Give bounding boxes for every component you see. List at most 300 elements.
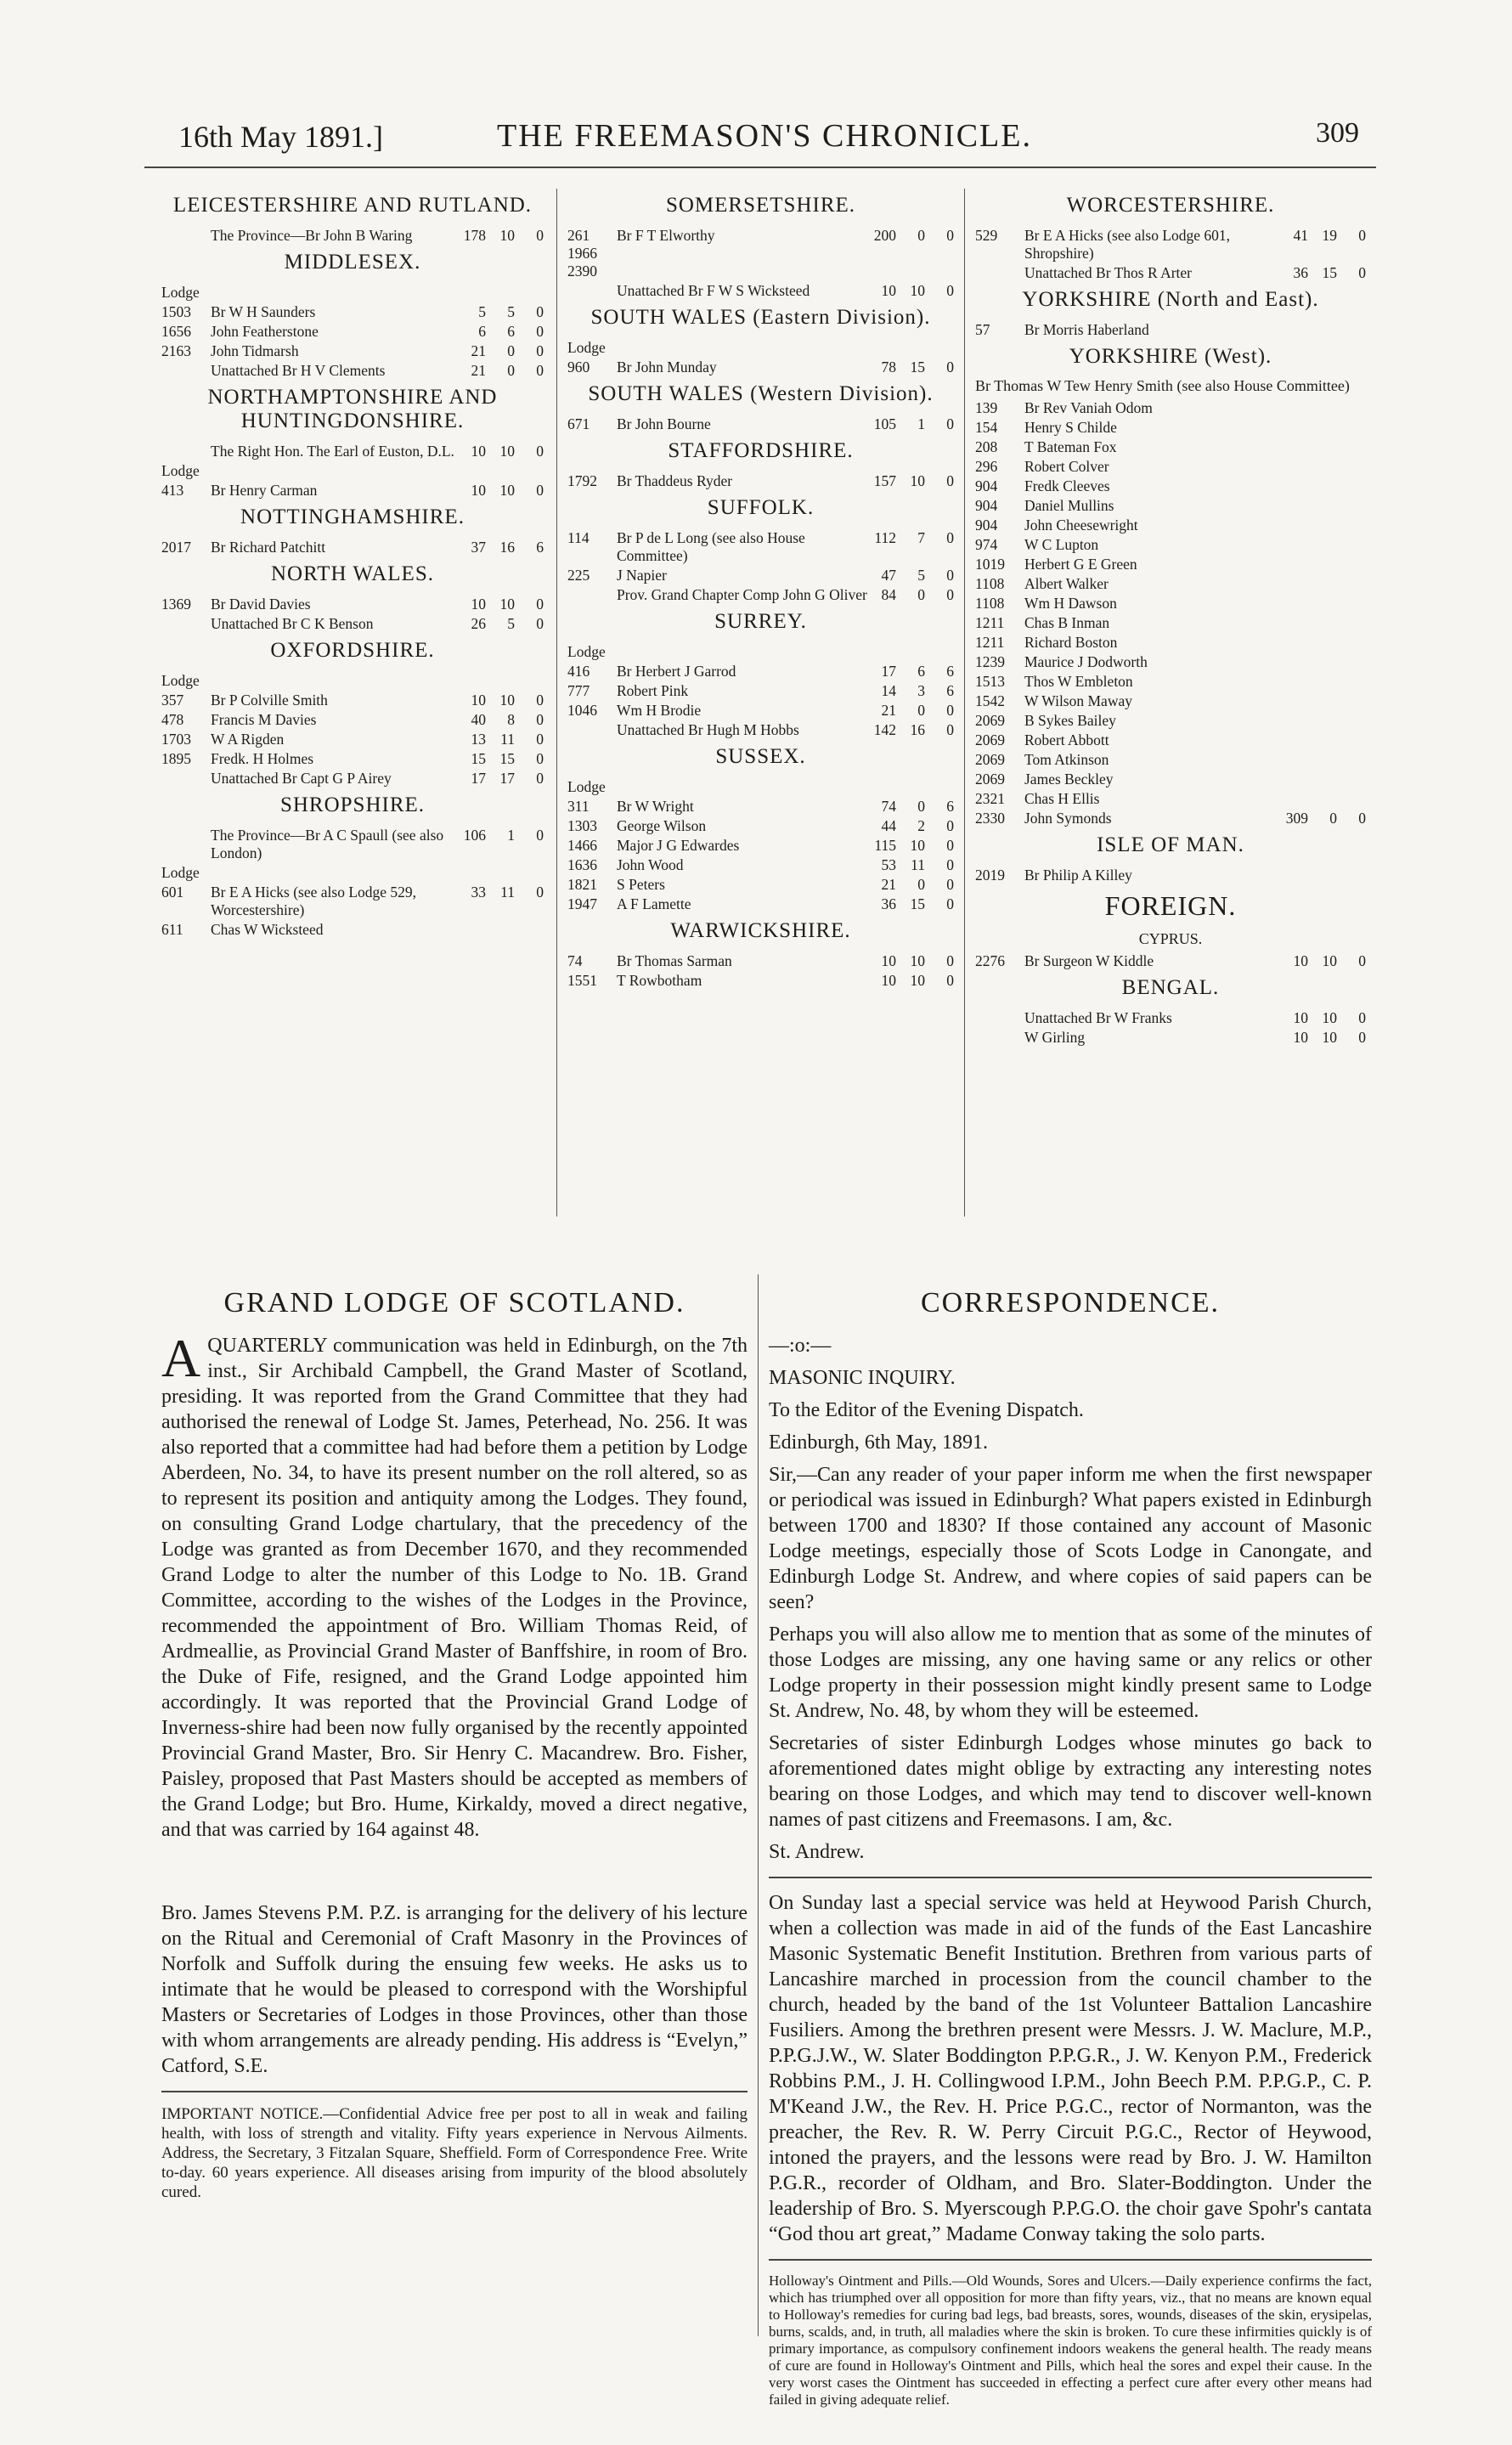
county-heading: YORKSHIRE (North and East). bbox=[1022, 288, 1319, 311]
subscription-row bbox=[161, 342, 544, 361]
subscription-row bbox=[975, 398, 1366, 418]
article-grand-lodge-scotland bbox=[161, 1287, 748, 2209]
notice-advert: IMPORTANT NOTICE.—Confidential Advice free per post to all in weak and failing health, with loss of strength and vitality. Fifty years experience in Nervous Ailments. Address, the Secretary, 3 Fitzalan Square, Sheffield. Form of Correspondence Free. Write to-day. 60 years experience. All diseases arising from impurity of the blood absolutely cured. bbox=[161, 2105, 748, 2201]
page-number: 309 bbox=[1316, 117, 1359, 149]
lodge-number: 1046 bbox=[567, 702, 597, 719]
amount-pence: 0 bbox=[946, 586, 954, 603]
subscription-row bbox=[975, 789, 1366, 809]
subscription-list bbox=[161, 442, 544, 500]
subscriber-name: John Wood bbox=[617, 856, 684, 873]
amount-pence: 0 bbox=[946, 721, 954, 738]
letter-paragraph: Secretaries of sister Edinburgh Lodges whose minutes go back to aforementioned dates might oblige by extracting any interesting notes bearing on those Lodges, and which may tend to discover well-known names of past citizens and Freemasons. I am, &c. bbox=[769, 1732, 1372, 1831]
subscriber-name: B Sykes Bailey bbox=[1024, 712, 1116, 729]
amount-shillings: 15 bbox=[499, 750, 515, 767]
amount-shillings bbox=[1308, 672, 1337, 692]
subscription-row bbox=[567, 971, 954, 991]
amount-pounds: 5 bbox=[478, 303, 486, 320]
amount-pence: 0 bbox=[946, 282, 954, 299]
lodge-number: 57 bbox=[975, 321, 990, 338]
amount-pounds bbox=[457, 863, 486, 883]
amount-pounds: 44 bbox=[881, 817, 896, 834]
amount-pounds bbox=[867, 777, 896, 797]
amount-pounds bbox=[1279, 770, 1308, 789]
subscriber-name: Br John Munday bbox=[617, 359, 717, 376]
subscription-row bbox=[975, 866, 1366, 885]
lodge-number: 1636 bbox=[567, 856, 597, 873]
amount-pence bbox=[1337, 672, 1366, 692]
amount-pence bbox=[925, 777, 954, 797]
subscription-row bbox=[567, 951, 954, 971]
amount-pence: 0 bbox=[946, 472, 954, 489]
amount-pounds: 6 bbox=[478, 323, 486, 340]
lodge-number: 1369 bbox=[161, 596, 191, 613]
amount-pence bbox=[1337, 789, 1366, 809]
amount-pounds: 53 bbox=[881, 856, 896, 873]
article-correspondence bbox=[769, 1287, 1372, 2415]
subscription-list bbox=[567, 471, 954, 491]
subscriber-name: Br Richard Patchitt bbox=[211, 539, 326, 556]
lodge-number: 1792 bbox=[567, 472, 597, 489]
subscriber-name: Herbert G E Green bbox=[1024, 556, 1137, 573]
subscriber-name: Maurice J Dodworth bbox=[1024, 653, 1148, 670]
amount-shillings: 10 bbox=[499, 227, 515, 244]
amount-pounds: 178 bbox=[463, 227, 486, 244]
amount-pounds: 17 bbox=[881, 663, 896, 680]
amount-pence: 0 bbox=[536, 227, 544, 244]
subscriber-name: Br Morris Haberland bbox=[1024, 321, 1149, 338]
subscription-row bbox=[161, 226, 544, 246]
subscriber-name: Br W Wright bbox=[617, 798, 694, 815]
amount-pence bbox=[1337, 574, 1366, 594]
amount-shillings bbox=[1308, 866, 1337, 885]
subscriber-name: Br P Colville Smith bbox=[211, 692, 328, 709]
subscription-row bbox=[975, 731, 1366, 750]
amount-pounds bbox=[1279, 438, 1308, 457]
subscriber-name: Henry S Childe bbox=[1024, 419, 1117, 436]
amount-pounds: 14 bbox=[881, 682, 896, 699]
lodge-number bbox=[161, 614, 211, 634]
lodge-number: 2330 bbox=[975, 810, 1005, 827]
lodge-number: 225 bbox=[567, 567, 590, 584]
lodge-number: 904 bbox=[975, 517, 998, 534]
lodge-number bbox=[975, 1008, 1024, 1028]
subscriber-name: Unattached Br Thos R Arter bbox=[1024, 264, 1192, 281]
subscription-list bbox=[975, 1008, 1366, 1047]
amount-pounds: 36 bbox=[881, 895, 896, 912]
lodge-number: 416 bbox=[567, 663, 590, 680]
amount-shillings: 10 bbox=[1322, 1009, 1337, 1026]
ornament: —:o:— bbox=[769, 1335, 832, 1357]
subscription-list bbox=[567, 528, 954, 605]
county-heading: STAFFORDSHIRE. bbox=[668, 439, 854, 462]
lodge-number: 611 bbox=[161, 921, 183, 938]
county-heading: SHROPSHIRE. bbox=[279, 793, 426, 816]
subscriber-name: James Beckley bbox=[1024, 771, 1114, 788]
lodge-number: 1513 bbox=[975, 673, 1005, 690]
subscription-row bbox=[975, 652, 1366, 672]
county-heading: MIDDLESEX. bbox=[284, 251, 421, 274]
subscriber-name: Br Surgeon W Kiddle bbox=[1024, 952, 1154, 969]
subscription-list bbox=[975, 951, 1366, 971]
lodge-number: Lodge bbox=[161, 672, 200, 689]
column-divider bbox=[556, 189, 557, 1217]
amount-pounds: 37 bbox=[471, 539, 486, 556]
subscription-row bbox=[161, 481, 544, 500]
subscription-row bbox=[567, 836, 954, 855]
amount-shillings bbox=[1308, 535, 1337, 555]
amount-pence bbox=[515, 461, 544, 481]
amount-pence: 0 bbox=[536, 770, 544, 787]
subscriber-name: Richard Boston bbox=[1024, 634, 1118, 651]
subscription-row bbox=[161, 302, 544, 322]
drop-cap: A bbox=[161, 1328, 201, 1388]
amount-pence: 0 bbox=[946, 227, 954, 244]
amount-pence bbox=[1337, 457, 1366, 477]
subscription-row bbox=[975, 535, 1366, 555]
amount-pence: 0 bbox=[1358, 227, 1366, 244]
subscriber-name: Br Herbert J Garrod bbox=[617, 663, 736, 680]
subscriber-name: Fredk Cleeves bbox=[1024, 477, 1110, 494]
subscriber-name: Robert Colver bbox=[1024, 458, 1109, 475]
subscription-row bbox=[975, 438, 1366, 457]
amount-pence bbox=[1337, 770, 1366, 789]
amount-pence bbox=[1337, 594, 1366, 613]
subscriber-name: Br Thomas Sarman bbox=[617, 952, 732, 969]
lodge-number: 1821 bbox=[567, 876, 597, 893]
amount-pounds bbox=[1279, 613, 1308, 633]
amount-pounds bbox=[1279, 711, 1308, 731]
amount-pounds: 10 bbox=[471, 596, 486, 613]
lodge-number: Lodge bbox=[161, 462, 200, 479]
subscription-list bbox=[567, 415, 954, 434]
subscription-row bbox=[567, 855, 954, 875]
amount-shillings: 15 bbox=[910, 895, 925, 912]
subscription-list bbox=[567, 951, 954, 991]
amount-shillings bbox=[486, 863, 515, 883]
subscription-row bbox=[161, 920, 544, 940]
subscription-column-3 bbox=[975, 189, 1366, 1047]
amount-pence bbox=[1337, 692, 1366, 711]
amount-pounds bbox=[457, 461, 486, 481]
lodge-number: 296 bbox=[975, 458, 998, 475]
subscription-list bbox=[567, 642, 954, 740]
subscription-row bbox=[161, 283, 544, 302]
lodge-number: 1211 bbox=[975, 614, 1005, 631]
amount-shillings: 10 bbox=[910, 952, 925, 969]
subscription-row bbox=[161, 322, 544, 342]
lodge-number: 1947 bbox=[567, 895, 597, 912]
amount-shillings: 10 bbox=[910, 972, 925, 989]
county-heading: ISLE OF MAN. bbox=[1097, 833, 1244, 856]
amount-pence: 0 bbox=[536, 827, 544, 844]
amount-shillings: 0 bbox=[917, 702, 925, 719]
lodge-number bbox=[161, 769, 211, 788]
amount-pence bbox=[1337, 496, 1366, 516]
amount-shillings: 0 bbox=[507, 342, 515, 359]
amount-pounds bbox=[1279, 320, 1308, 340]
amount-pence: 0 bbox=[536, 731, 544, 748]
subscriber-name bbox=[617, 642, 867, 662]
amount-pence: 0 bbox=[946, 359, 954, 376]
column-divider bbox=[758, 1274, 759, 2336]
amount-pounds bbox=[867, 642, 896, 662]
subscription-row bbox=[567, 777, 954, 797]
section-note: CYPRUS. bbox=[1138, 930, 1203, 947]
subscriber-name: W C Lupton bbox=[1024, 536, 1099, 553]
amount-pence bbox=[1337, 418, 1366, 438]
subscription-row bbox=[567, 681, 954, 701]
amount-pounds: 309 bbox=[1285, 810, 1308, 827]
amount-shillings bbox=[1308, 652, 1337, 672]
subscription-row bbox=[975, 613, 1366, 633]
amount-shillings: 10 bbox=[499, 482, 515, 499]
amount-pence: 0 bbox=[536, 884, 544, 901]
addressee: To the Editor of the Evening Dispatch. bbox=[769, 1399, 1084, 1421]
lodge-number: 1895 bbox=[161, 750, 191, 767]
amount-pence: 0 bbox=[946, 952, 954, 969]
subscriber-name: Unattached Br H V Clements bbox=[211, 362, 386, 379]
subscriber-name: Unattached Br W Franks bbox=[1024, 1009, 1172, 1026]
article-title: CORRESPONDENCE. bbox=[920, 1287, 1221, 1318]
amount-shillings: 5 bbox=[917, 567, 925, 584]
subscriber-name: Robert Pink bbox=[617, 682, 689, 699]
subscription-row bbox=[567, 226, 954, 281]
amount-pounds: 10 bbox=[471, 482, 486, 499]
county-heading: NORTHAMPTONSHIRE AND HUNTINGDONSHIRE. bbox=[207, 386, 498, 432]
lodge-number: 2017 bbox=[161, 539, 191, 556]
subscriber-name: Unattached Br F W S Wicksteed bbox=[617, 282, 810, 299]
amount-shillings bbox=[1308, 398, 1337, 418]
amount-pence: 0 bbox=[536, 482, 544, 499]
lodge-number bbox=[161, 826, 211, 863]
lodge-number: 1551 bbox=[567, 972, 597, 989]
amount-pence: 0 bbox=[1358, 1029, 1366, 1046]
county-heading: SUSSEX. bbox=[715, 745, 806, 768]
subscription-row bbox=[161, 614, 544, 634]
subscription-row bbox=[975, 516, 1366, 535]
amount-shillings: 0 bbox=[917, 876, 925, 893]
subscriber-name: W Wilson Maway bbox=[1024, 692, 1132, 709]
lodge-number: 904 bbox=[975, 497, 998, 514]
amount-shillings: 10 bbox=[1322, 1029, 1337, 1046]
subscriber-name: John Tidmarsh bbox=[211, 342, 299, 359]
lodge-number: 413 bbox=[161, 482, 184, 499]
subscription-row bbox=[567, 338, 954, 358]
amount-shillings: 10 bbox=[910, 837, 925, 854]
amount-shillings bbox=[896, 642, 925, 662]
amount-pounds: 115 bbox=[874, 837, 896, 854]
amount-shillings: 15 bbox=[910, 359, 925, 376]
subscriber-name: Albert Walker bbox=[1024, 575, 1109, 592]
subscription-row bbox=[161, 361, 544, 381]
subscriber-name bbox=[617, 777, 867, 797]
lodge-number: 478 bbox=[161, 711, 184, 728]
amount-pence bbox=[1337, 731, 1366, 750]
amount-pence: 0 bbox=[946, 529, 954, 546]
lodge-number: 777 bbox=[567, 682, 590, 699]
subscription-list bbox=[161, 595, 544, 634]
subscription-row bbox=[975, 320, 1366, 340]
amount-shillings: 15 bbox=[1322, 264, 1337, 281]
amount-pounds bbox=[1279, 457, 1308, 477]
subscription-row bbox=[161, 461, 544, 481]
subscription-row bbox=[975, 951, 1366, 971]
amount-pounds bbox=[1279, 633, 1308, 652]
amount-pounds: 17 bbox=[471, 770, 486, 787]
subscriber-name: Unattached Br Capt G P Airey bbox=[211, 770, 392, 787]
lodge-number: 2019 bbox=[975, 867, 1005, 884]
lodge-number bbox=[567, 281, 617, 301]
amount-pence bbox=[1337, 320, 1366, 340]
subscriber-name: S Peters bbox=[617, 876, 665, 893]
amount-pence: 0 bbox=[1358, 952, 1366, 969]
amount-pounds: 10 bbox=[1293, 952, 1308, 969]
divider bbox=[161, 2091, 748, 2092]
lodge-number: Lodge bbox=[161, 864, 200, 881]
subscriber-name: Br W H Saunders bbox=[211, 303, 316, 320]
amount-shillings: 10 bbox=[910, 472, 925, 489]
subscriber-name: Br John Bourne bbox=[617, 415, 711, 432]
amount-pounds: 33 bbox=[471, 884, 486, 901]
subscription-row bbox=[975, 226, 1366, 263]
amount-pounds bbox=[1279, 398, 1308, 418]
amount-pence bbox=[1337, 613, 1366, 633]
subscription-row bbox=[567, 662, 954, 681]
divider bbox=[769, 2259, 1372, 2261]
subscription-row bbox=[975, 477, 1366, 496]
amount-pounds bbox=[1279, 535, 1308, 555]
amount-shillings: 5 bbox=[507, 303, 515, 320]
amount-pounds bbox=[1279, 496, 1308, 516]
amount-shillings: 16 bbox=[499, 539, 515, 556]
amount-pounds: 10 bbox=[471, 692, 486, 709]
amount-pence: 0 bbox=[1358, 1009, 1366, 1026]
amount-shillings bbox=[1308, 789, 1337, 809]
lodge-number bbox=[161, 442, 211, 461]
amount-pounds: 26 bbox=[471, 615, 486, 632]
section-note: Br Thomas W Tew Henry Smith (see also House Committee) bbox=[975, 377, 1350, 394]
subscription-row bbox=[161, 883, 544, 920]
subscription-list bbox=[975, 226, 1366, 283]
subscriber-name: The Right Hon. The Earl of Euston, D.L. bbox=[211, 443, 454, 460]
lodge-number: 1239 bbox=[975, 653, 1005, 670]
lodge-number bbox=[161, 361, 211, 381]
subscription-list bbox=[161, 226, 544, 246]
amount-pounds bbox=[1279, 866, 1308, 885]
county-heading: NORTH WALES. bbox=[271, 562, 434, 585]
amount-pence bbox=[1337, 477, 1366, 496]
lodge-number: 208 bbox=[975, 438, 998, 455]
amount-pence: 6 bbox=[946, 682, 954, 699]
lodge-number: 904 bbox=[975, 477, 998, 494]
county-heading: SURREY. bbox=[714, 610, 807, 633]
subscription-row bbox=[975, 750, 1366, 770]
lodge-number: 2069 bbox=[975, 751, 1005, 768]
subscriber-name: Unattached Br C K Benson bbox=[211, 615, 374, 632]
amount-shillings: 6 bbox=[507, 323, 515, 340]
amount-shillings bbox=[1308, 594, 1337, 613]
amount-pounds: 21 bbox=[471, 362, 486, 379]
subscription-row bbox=[975, 633, 1366, 652]
lodge-number: 1108 bbox=[975, 595, 1005, 612]
amount-pence: 0 bbox=[536, 750, 544, 767]
subscription-row bbox=[567, 415, 954, 434]
amount-pounds bbox=[1279, 652, 1308, 672]
lodge-number bbox=[567, 720, 617, 740]
subscriber-name: Robert Abbott bbox=[1024, 731, 1109, 748]
lodge-number: 1211 bbox=[975, 634, 1005, 651]
amount-pence: 0 bbox=[946, 856, 954, 873]
header-rule bbox=[144, 167, 1376, 168]
lodge-number bbox=[161, 226, 211, 246]
subscriber-name: J Napier bbox=[617, 567, 667, 584]
amount-shillings: 7 bbox=[917, 529, 925, 546]
lodge-number: 1303 bbox=[567, 817, 597, 834]
subscription-list bbox=[975, 398, 1366, 828]
subscriber-name: T Bateman Fox bbox=[1024, 438, 1117, 455]
subscriber-name bbox=[617, 338, 867, 358]
report-paragraph: On Sunday last a special service was held at Heywood Parish Church, when a collection was made in aid of the funds of the East Lancashire Masonic Systematic Benefit Institution. Brethren from various parts of Lancashire marched in procession from the council chamber to the church, headed by the band of the 1st Volunteer Battalion Lancashire Fusiliers. Among the brethren present were Messrs. J. W. Maclure, M.P., P.P.G.J.W., W. Slater Boddington P.P.G.R., J. W. Kenyon P.M., Frederick Robbins P.M., J. H. Collingwood I.P.M., John Beech P.M. P.P.G.P., C. P. M'Keand J.W., the Rev. H. Price P.G.C., rector of Normanton, was the preacher, the Rev. R. W. Perry Circuit P.G.C., Rector of Heywood, intoned the prayers, and the lessons were read by Bro. J. W. Hamilton P.G.R., recorder of Oldham, and Bro. Slater-Boddington. Under the leadership of Bro. S. Myerscough P.P.G.O. the choir gave Spohr's cantata “God thou art great,” Madame Conway taking the solo parts. bbox=[769, 1892, 1372, 2245]
amount-pounds bbox=[457, 671, 486, 691]
amount-pence bbox=[515, 283, 544, 302]
amount-pounds bbox=[1279, 750, 1308, 770]
amount-pence bbox=[1337, 866, 1366, 885]
subscription-row bbox=[975, 574, 1366, 594]
amount-pence bbox=[1337, 711, 1366, 731]
lodge-number: 1019 bbox=[975, 556, 1005, 573]
amount-pence bbox=[1337, 750, 1366, 770]
amount-pence bbox=[1337, 555, 1366, 574]
lodge-number: Lodge bbox=[567, 339, 606, 356]
subscriber-name: Wm H Dawson bbox=[1024, 595, 1117, 612]
county-heading: FOREIGN. bbox=[1104, 890, 1237, 921]
subscriber-name bbox=[211, 863, 457, 883]
subscription-list bbox=[161, 283, 544, 381]
subscriber-name: W A Rigden bbox=[211, 731, 285, 748]
amount-pounds: 36 bbox=[1293, 264, 1308, 281]
amount-pounds: 21 bbox=[881, 702, 896, 719]
subscriber-name: Br F T Elworthy bbox=[617, 227, 715, 244]
subscription-list bbox=[161, 538, 544, 557]
subscriber-name: Chas W Wicksteed bbox=[211, 921, 324, 938]
lodge-number: 74 bbox=[567, 952, 583, 969]
subscription-row bbox=[975, 711, 1366, 731]
subscriber-name: Br Henry Carman bbox=[211, 482, 318, 499]
subscriber-name: Br E A Hicks (see also Lodge 529, Worcestershire) bbox=[211, 884, 417, 918]
subscriber-name: Br P de L Long (see also House Committee) bbox=[617, 529, 805, 564]
lodge-number: 261 1966 2390 bbox=[567, 227, 597, 280]
amount-shillings bbox=[486, 671, 515, 691]
subscription-row bbox=[567, 528, 954, 566]
subscription-column-2 bbox=[567, 189, 954, 991]
amount-pence: 0 bbox=[946, 702, 954, 719]
amount-pounds: 10 bbox=[1293, 1029, 1308, 1046]
lodge-number bbox=[975, 263, 1024, 283]
subscription-row bbox=[161, 769, 544, 788]
subscriber-name: John Symonds bbox=[1024, 810, 1112, 827]
amount-pence: 0 bbox=[536, 615, 544, 632]
lodge-number: 1703 bbox=[161, 731, 191, 748]
subscriber-name: W Girling bbox=[1024, 1029, 1086, 1046]
subscriber-name: Thos W Embleton bbox=[1024, 673, 1133, 690]
amount-shillings: 0 bbox=[917, 586, 925, 603]
county-heading: SOUTH WALES (Western Division). bbox=[588, 382, 934, 405]
subscription-row bbox=[567, 797, 954, 816]
amount-pence: 0 bbox=[536, 303, 544, 320]
amount-shillings: 5 bbox=[507, 615, 515, 632]
lodge-number: 960 bbox=[567, 359, 590, 376]
lodge-number bbox=[567, 585, 617, 605]
